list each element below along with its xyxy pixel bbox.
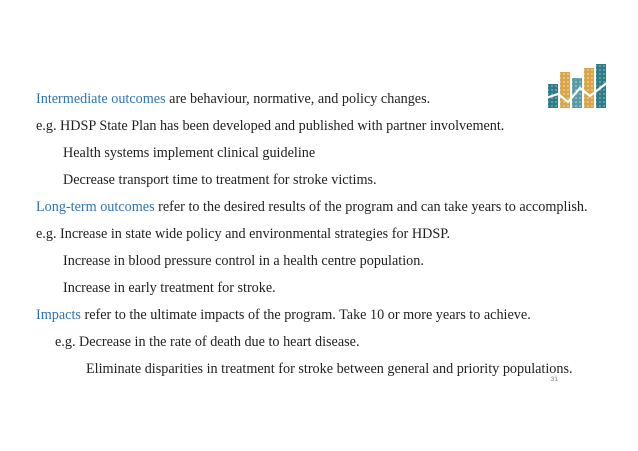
example-heart-disease: e.g. Decrease in the rate of death due to heart disease. [55, 334, 360, 350]
intermediate-outcomes-text: are behaviour, normative, and policy changes. [165, 91, 431, 107]
intermediate-outcomes-term: Intermediate outcomes [36, 91, 166, 107]
example-state-policy: e.g. Increase in state wide policy and environmental strategies for HDSP. [36, 226, 451, 242]
example-early-treatment: Increase in early treatment for stroke. [63, 280, 276, 296]
long-term-outcomes-text: refer to the desired results of the program and can take years to accomplish. [154, 199, 588, 215]
long-term-outcomes-line [36, 198, 588, 216]
bar-chart-logo-icon [546, 64, 610, 110]
example-eliminate-disparities: Eliminate disparities in treatment for stroke between general and priority populations. [86, 361, 573, 377]
example-blood-pressure: Increase in blood pressure control in a health centre population. [63, 253, 424, 269]
impacts-line [36, 306, 531, 324]
example-hdsp-plan: e.g. HDSP State Plan has been developed and published with partner involvement. [36, 118, 505, 134]
long-term-outcomes-term: Long-term outcomes [36, 199, 155, 215]
example-transport-time: Decrease transport time to treatment for stroke victims. [63, 172, 377, 188]
impacts-text: refer to the ultimate impacts of the program. Take 10 or more years to achieve. [80, 307, 531, 323]
page-number: 31 [550, 376, 558, 383]
example-clinical-guideline: Health systems implement clinical guideline [63, 145, 316, 161]
impacts-term: Impacts [36, 307, 81, 323]
intermediate-outcomes-line [36, 90, 430, 108]
